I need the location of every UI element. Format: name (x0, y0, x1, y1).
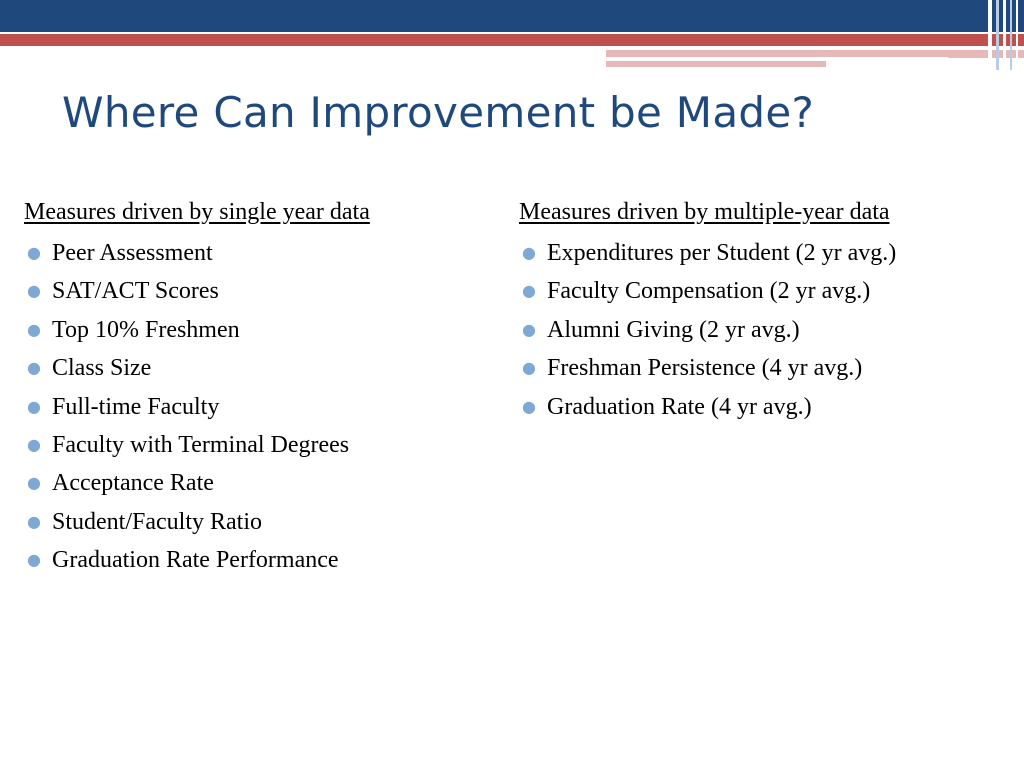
list-item (24, 311, 504, 349)
list-item (24, 464, 504, 502)
list-item (519, 388, 1019, 426)
bullet-dot-icon: ● (27, 243, 41, 262)
left-column-heading: Measures driven by single year data (24, 199, 370, 225)
list-item-label: Student/Faculty Ratio (52, 508, 262, 535)
bullet-dot-icon: ● (27, 473, 41, 493)
bullet-dot-icon: ● (522, 319, 536, 339)
bullet-dot-icon: ● (522, 358, 536, 378)
list-item (24, 272, 504, 310)
header-stripe (996, 0, 999, 70)
list-item-label: Peer Assessment (52, 240, 213, 266)
right-column-list (519, 234, 1019, 426)
bullet-dot-icon: ● (522, 281, 536, 301)
bullet-dot-icon: ● (27, 358, 41, 378)
right-column-heading: Measures driven by multiple-year data (519, 199, 890, 225)
list-item (519, 234, 1019, 272)
list-item-label: Graduation Rate (4 yr avg.) (547, 393, 812, 420)
bullet-dot-icon: ● (522, 243, 536, 262)
list-item (24, 541, 504, 579)
list-item (519, 311, 1019, 349)
header-stripe (988, 0, 992, 70)
right-column (519, 196, 1019, 426)
list-item-label: Acceptance Rate (52, 470, 214, 497)
list-item (519, 272, 1019, 310)
bullet-dot-icon: ● (27, 319, 41, 339)
list-item (24, 388, 504, 426)
slide-title: Where Can Improvement be Made? (62, 88, 815, 137)
bullet-dot-icon: ● (27, 550, 41, 570)
bullet-dot-icon: ● (27, 396, 41, 416)
list-item (24, 349, 504, 387)
header-stripe (1016, 0, 1018, 70)
bullet-dot-icon: ● (27, 281, 41, 301)
header-band-red (0, 34, 1024, 46)
header-band-blue (0, 0, 1024, 32)
list-item (24, 426, 504, 464)
bullet-dot-icon: ● (27, 511, 41, 531)
header-stripe (1003, 0, 1006, 70)
list-item-label: Expenditures per Student (2 yr avg.) (547, 240, 897, 266)
list-item (24, 234, 504, 272)
list-item-label: Full-time Faculty (52, 393, 220, 420)
list-item-label: Graduation Rate Performance (52, 547, 339, 574)
list-item-label: SAT/ACT Scores (52, 278, 219, 305)
left-column (24, 196, 504, 580)
list-item-label: Top 10% Freshmen (52, 316, 240, 343)
list-item-label: Freshman Persistence (4 yr avg.) (547, 355, 863, 382)
header-band-divider (606, 57, 948, 60)
list-item (24, 503, 504, 541)
bullet-dot-icon: ● (522, 396, 536, 416)
list-item-label: Faculty with Terminal Degrees (52, 432, 350, 459)
list-item-label: Faculty Compensation (2 yr avg.) (547, 278, 871, 305)
list-item-label: Class Size (52, 355, 152, 382)
list-item (519, 349, 1019, 387)
bullet-dot-icon: ● (27, 435, 41, 455)
header-stripe (1010, 0, 1012, 70)
list-item-label: Alumni Giving (2 yr avg.) (547, 316, 800, 343)
header-band-pink-short (606, 61, 826, 67)
left-column-list (24, 234, 504, 580)
